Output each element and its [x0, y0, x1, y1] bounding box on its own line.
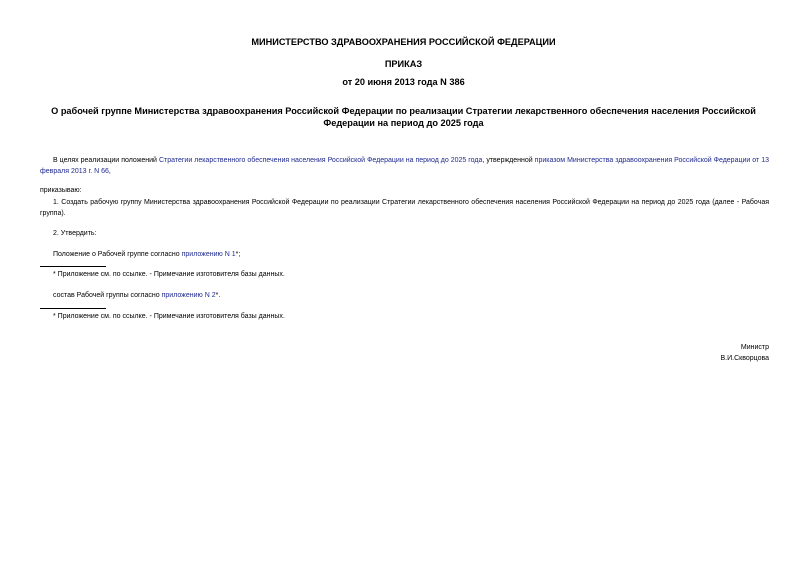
strategy-link[interactable]: Стратегии лекарственного обеспечения населения Российской Федерации на период до 2025 года	[158, 157, 483, 164]
preamble-text-2: , утвержденной	[482, 157, 535, 164]
footnote-1: * Приложение см. по ссылке. - Примечание изготовителя базы данных.	[53, 271, 285, 278]
item-2-paragraph: 2. Утвердить:	[53, 230, 97, 237]
item-1-paragraph: 1. Создать рабочую группу Министерства здравоохранения Российской Федерации по реализации Стратегии лекарственного обеспечения населения Российской Федерации на период до 2025 года (далее - Рабочая группа).	[40, 199, 769, 217]
document-title-line-2: Федерации на период до 2025 года	[323, 118, 484, 128]
document-type: ПРИКАЗ	[384, 59, 423, 69]
document-title-line-1: О рабочей группе Министерства здравоохранения Российской Федерации по реализации Стратегии лекарственного обеспечения населения Российской	[51, 106, 756, 116]
approve-composition-paragraph	[40, 291, 769, 302]
order-66-link[interactable]: приказом Министерства здравоохранения Российской Федерации от 13 февраля 2013 г. N 66	[40, 157, 769, 175]
order-word: приказываю:	[40, 187, 82, 194]
approve-composition-suffix: *.	[215, 292, 221, 299]
preamble-paragraph	[40, 156, 769, 177]
approve-regulation-suffix: *;	[235, 251, 241, 258]
approve-regulation-text: Положение о Рабочей группе согласно	[53, 251, 182, 258]
appendix-1-link[interactable]: приложению N 1	[181, 251, 236, 258]
footnote-divider-2	[40, 308, 106, 309]
signature-name: В.И.Скворцова	[720, 354, 769, 362]
ministry-heading: МИНИСТЕРСТВО ЗДРАВООХРАНЕНИЯ РОССИЙСКОЙ ФЕДЕРАЦИИ	[251, 37, 556, 47]
preamble-text-1: В целях реализации положений	[53, 157, 159, 164]
footnote-2: * Приложение см. по ссылке. - Примечание изготовителя базы данных.	[53, 313, 285, 320]
preamble-text-3: ,	[108, 167, 111, 175]
document-title	[40, 105, 767, 129]
signature-position: Министр	[740, 344, 769, 351]
signature-block	[721, 343, 770, 364]
footnote-divider-1	[40, 266, 106, 267]
appendix-2-link[interactable]: приложению N 2	[161, 292, 216, 299]
document-date-number: от 20 июня 2013 года N 386	[342, 77, 465, 87]
approve-composition-text: состав Рабочей группы согласно	[53, 292, 162, 299]
approve-regulation-paragraph	[40, 250, 769, 261]
